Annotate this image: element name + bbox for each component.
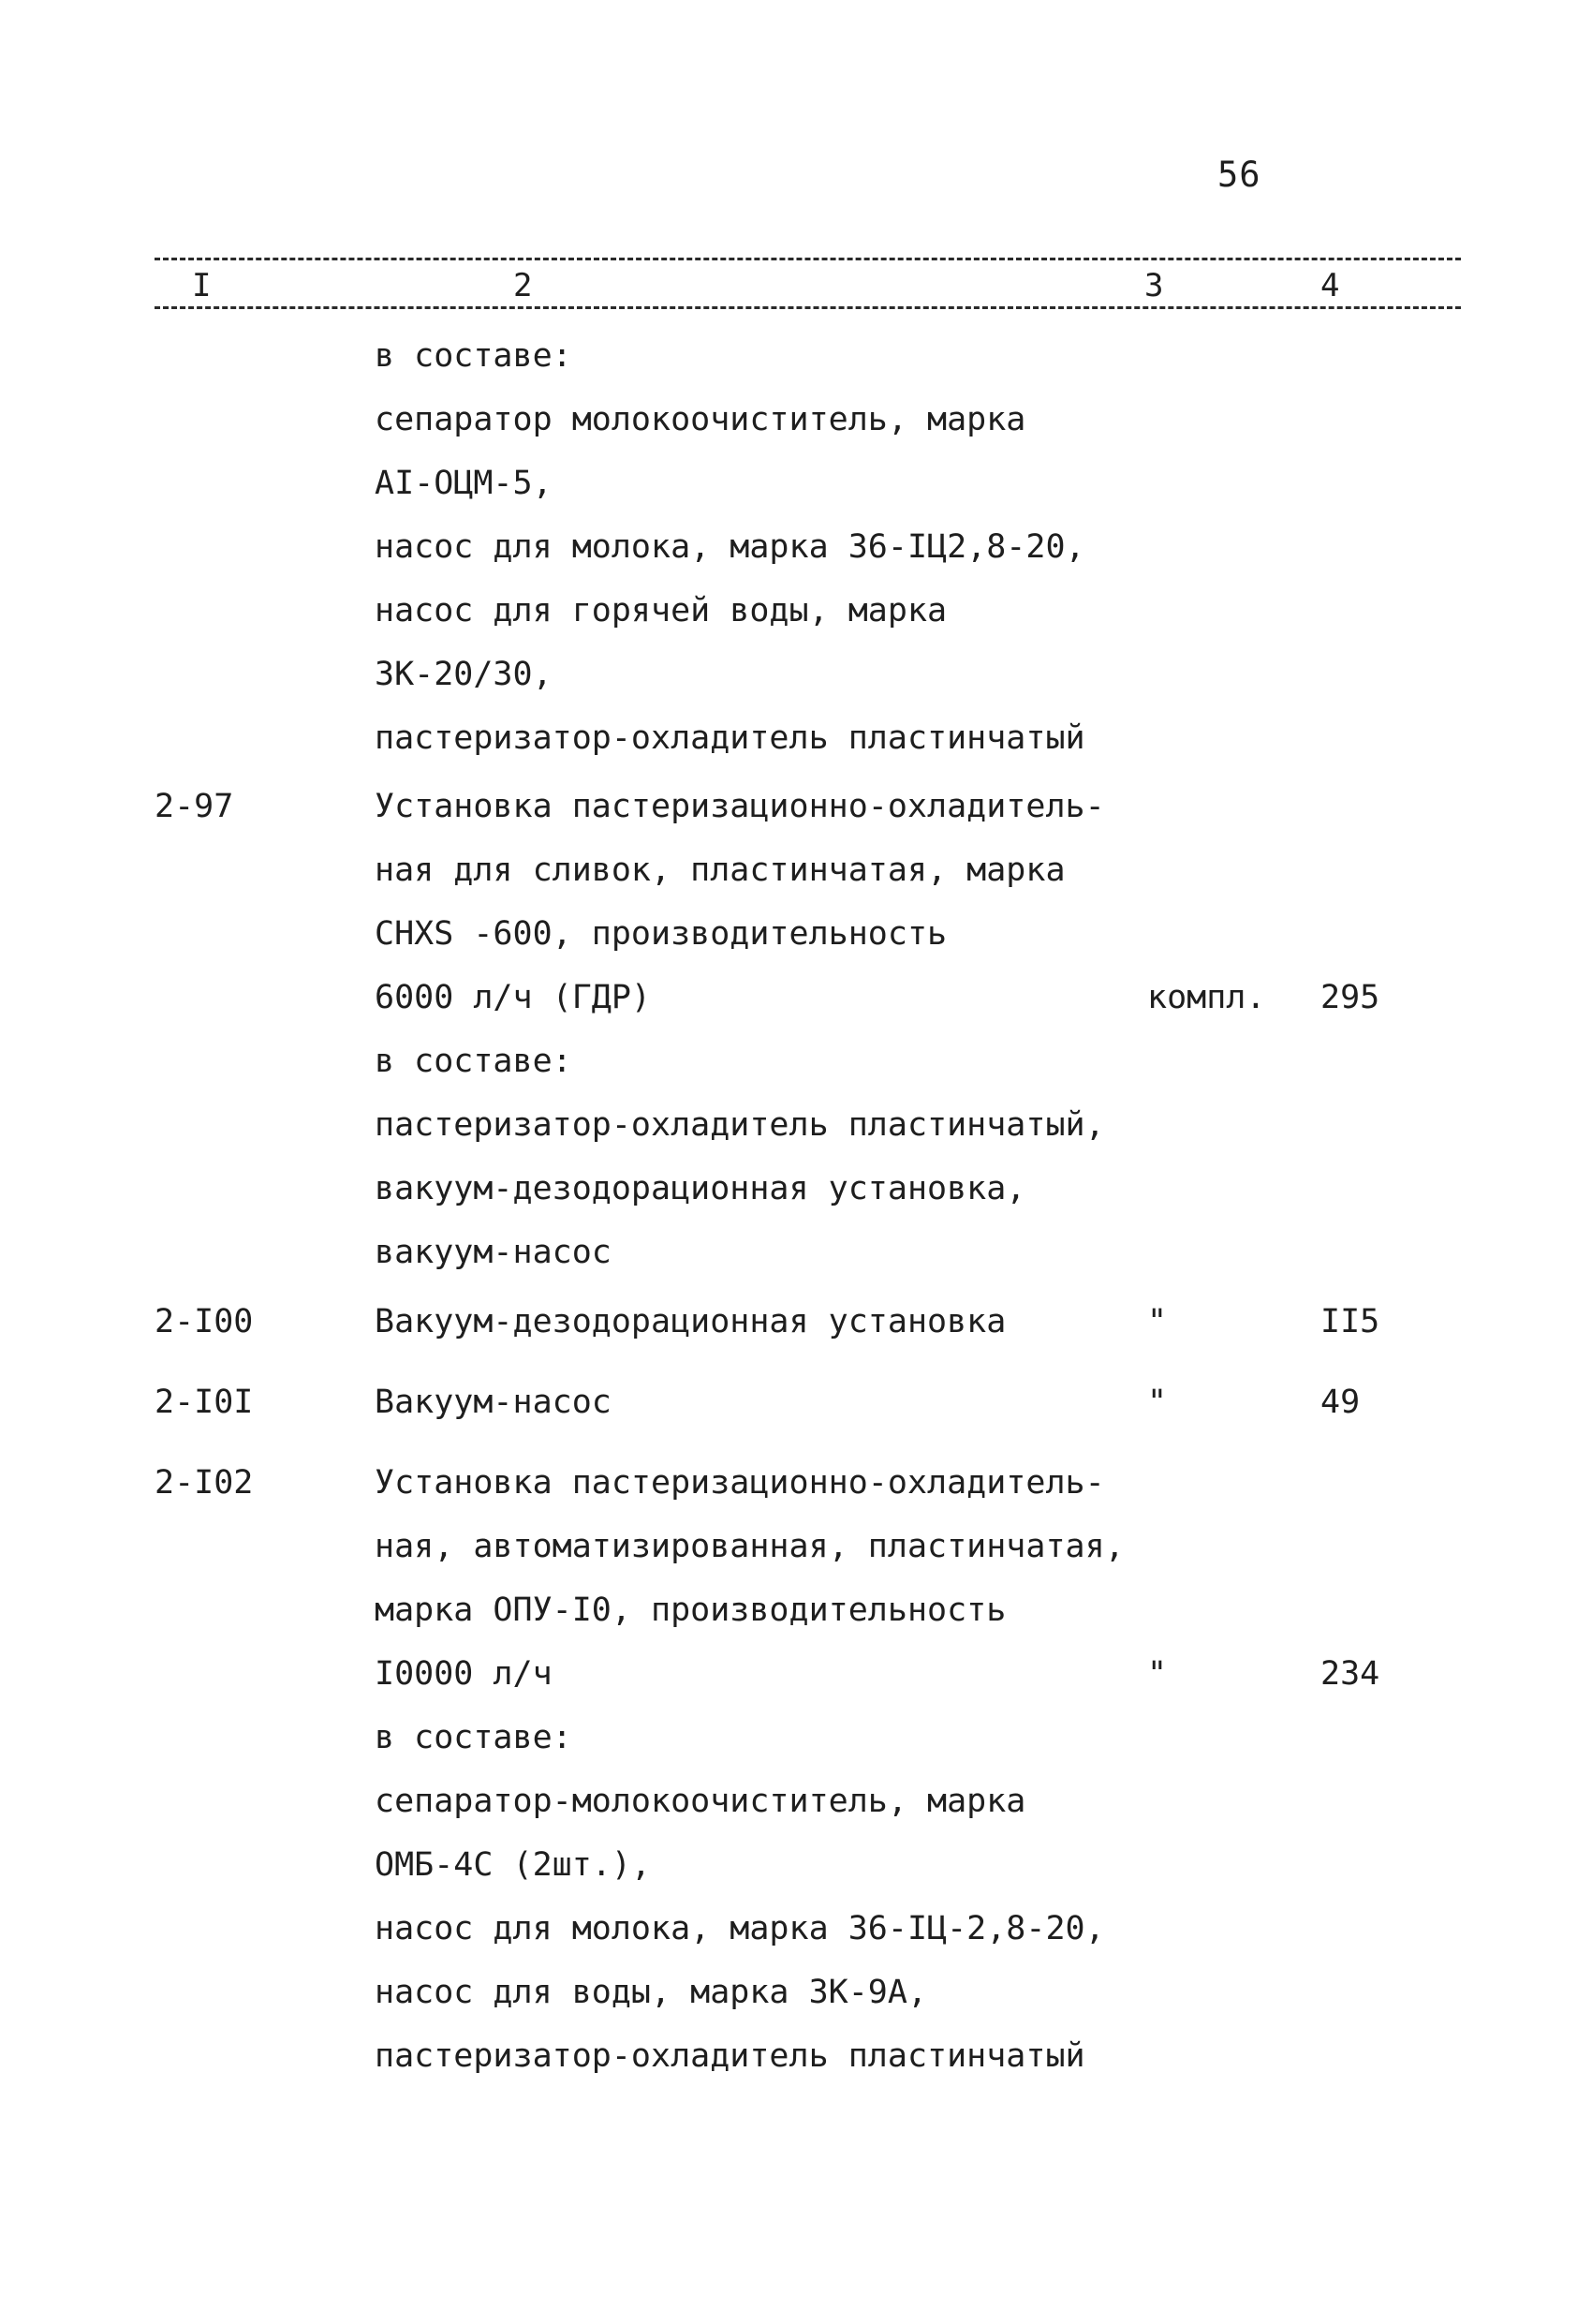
header-col-2: 2 [513,267,533,304]
item-unit: " [1147,1655,1168,1693]
table-row: насос для молока, марка 36-IЦ-2,8-20, [375,1910,1105,1947]
header-col-4: 4 [1320,267,1340,304]
table-row: в составе: [375,1043,572,1080]
table-row: ОМБ-4С (2шт.), [375,1846,652,1884]
table-row: вакуум-дезодорационная установка, [375,1170,1026,1207]
header-rule-top [155,258,1461,260]
item-quantity: 234 [1320,1655,1380,1693]
table-row: Установка пастеризационно-охладитель- [375,788,1105,825]
header-col-3: 3 [1144,267,1164,304]
item-code: 2-I00 [155,1303,254,1340]
table-row: Установка пастеризационно-охладитель- [375,1464,1105,1502]
page-number: 56 [1217,155,1261,195]
item-code: 2-I0I [155,1384,254,1421]
table-row: насос для молока, марка 36-IЦ2,8-20, [375,528,1085,566]
table-row: Вакуум-дезодорационная установка [375,1303,1007,1340]
header-col-1: I [192,267,212,304]
table-row: пастеризатор-охладитель пластинчатый [375,719,1085,757]
item-quantity: 49 [1320,1384,1361,1421]
table-row: в составе: [375,1719,572,1756]
item-code: 2-97 [155,788,234,825]
item-unit: " [1147,1303,1168,1340]
table-row: марка ОПУ-I0, производительность [375,1591,1007,1629]
table-row: 6000 л/ч (ГДР) [375,979,652,1016]
header-rule-bottom [155,306,1461,309]
table-row: насос для горячей воды, марка [375,592,948,629]
table-row: ная, автоматизированная, пластинчатая, [375,1528,1125,1565]
table-row: Вакуум-насос [375,1384,612,1421]
table-row: CHXS -600, производительность [375,915,948,953]
table-row: пастеризатор-охладитель пластинчатый, [375,1106,1105,1144]
table-row: в составе: [375,337,572,375]
table-row: сепаратор молокоочиститель, марка [375,401,1026,438]
table-row: сепаратор-молокоочиститель, марка [375,1783,1026,1820]
table-row: пастеризатор-охладитель пластинчатый [375,2037,1085,2075]
item-quantity: 295 [1320,979,1380,1016]
table-row: I0000 л/ч [375,1655,553,1693]
item-unit: " [1147,1384,1168,1421]
table-row: АI-ОЦМ-5, [375,465,553,502]
item-unit: компл. [1147,979,1266,1016]
item-code: 2-I02 [155,1464,254,1502]
table-header [0,267,1592,304]
table-row: вакуум-насос [375,1234,612,1271]
table-row: насос для воды, марка 3К-9А, [375,1974,928,2011]
table-row: 3К-20/30, [375,656,553,693]
table-row: ная для сливок, пластинчатая, марка [375,851,1066,889]
item-quantity: II5 [1320,1303,1380,1340]
